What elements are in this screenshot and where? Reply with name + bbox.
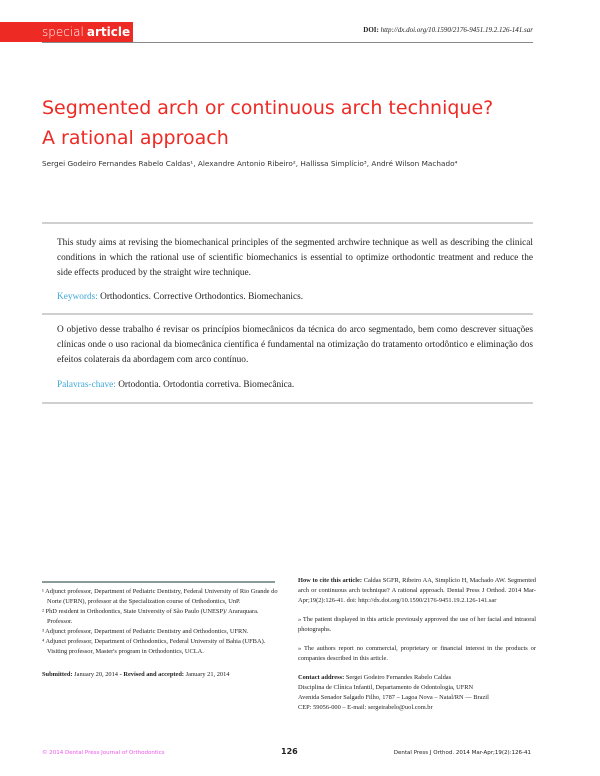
contact-line: Avenida Senador Salgado Filho, 1787 – Lagoa Nova – Natal/RN — Brazil: [298, 694, 489, 701]
title-line-2: A rational approach: [42, 127, 229, 149]
section-bold: article: [86, 25, 131, 39]
doi-label: DOI:: [363, 26, 379, 34]
submitted-label: Submitted:: [42, 671, 73, 678]
header-rule: [42, 42, 533, 43]
submitted-date: January 20, 2014: [74, 671, 118, 678]
abstract-bottom-rule: [42, 402, 533, 404]
palavras-label: Palavras-chave:: [57, 380, 116, 390]
keywords-text: Orthodontics. Corrective Orthodontics. Biomechanics.: [100, 292, 304, 302]
section-light: special: [42, 25, 84, 39]
footnote: ³ Adjunct professor, Department of Pediatric Dentistry and Orthodontics, UFRN.: [42, 628, 249, 635]
palavras-text: Ortodontia. Ortodontia corretiva. Biomecânica.: [118, 380, 295, 390]
palavras-chave: [57, 380, 294, 390]
footnote-rule: [42, 581, 275, 583]
keywords-label: Keywords:: [57, 292, 98, 302]
footnotes: [42, 587, 282, 657]
footnote: ² PhD resident in Orthodontics, State University of São Paulo (UNESP)/ Araraquara. Professor.: [42, 608, 259, 625]
revised-date: January 21, 2014: [185, 671, 230, 678]
doi-link[interactable]: http://dx.doi.org/10.1590/2176-9451.19.2.126-141.sar: [380, 26, 533, 34]
contact-line: Disciplina de Clínica Infantil, Departamento de Odontologia, UFRN: [298, 684, 474, 691]
abstract-mid-rule: [42, 313, 533, 315]
abstract-pt: O objetivo desse trabalho é revisar os princípios biomecânicos da técnica do arco segmentado, bem como descrever situações clínicas onde o uso racional da biomecânica científica é fundamental na otimização do tratamento ortodôntico e eliminação dos efeitos colaterais da abordagem com arco contínuo.: [57, 325, 533, 365]
keywords: [57, 292, 303, 302]
section-tag: [0, 22, 133, 42]
abstract-top-rule: [42, 222, 533, 224]
authors-note: » The authors report no commercial, proprietary or financial interest in the products or companies described in this article.: [298, 645, 536, 662]
article-title: [42, 93, 542, 153]
authors: Sergei Godeiro Fernandes Rabelo Caldas¹, Alexandre Antonio Ribeiro², Hallissa Simplício³, André Wilson Machado⁴: [42, 159, 458, 168]
contact-label: Contact address:: [298, 674, 345, 681]
contact-line: CEP: 59056-000 – E-mail: sergeirabelo@uol.com.br: [298, 704, 433, 711]
abstract-en: This study aims at revising the biomechanical principles of the segmented archwire technique as well as describing the clinical conditions in which the rational use of scientific biomechanics is essential to optimize orthodontic treatment and reduce the side effects produced by the straight wire technique.: [57, 238, 533, 278]
doi: [363, 26, 533, 34]
cite-label: How to cite this article:: [298, 577, 362, 584]
footer-copyright: © 2014 Dental Press Journal of Orthodontics: [42, 750, 165, 756]
right-column: [298, 576, 536, 722]
patient-note: » The patient displayed in this article previously approved the use of her facial and intraoral photographs.: [298, 616, 536, 633]
contact-name: Sergei Godeiro Fernandes Rabelo Caldas: [345, 674, 452, 681]
cite-text: Caldas SGFR, Ribeiro AA, Simplício H, Machado AW. Segmented arch or continuous arch technique? A rational approach. Dental Press J Orthod. 2014 Mar-Apr;19(2):126-41. doi: http://dx.doi.org/10.1590/2176-9451.19.2.126-141.sar: [298, 577, 536, 604]
submission-dates: [42, 671, 230, 678]
contact-block: [298, 673, 536, 713]
cite-block: [298, 576, 536, 606]
footnote: ¹ Adjunct professor, Department of Pediatric Dentistry, Federal University of Rio Grande do Norte (UFRN), professor at the Specialization course of Orthodontics, UnP.: [42, 588, 278, 605]
page-number: 126: [281, 747, 298, 756]
revised-label: - Revised and accepted:: [119, 671, 185, 678]
footnote: ⁴ Adjunct professor, Department of Orthodontics, Federal University of Bahia (UFBA). Visiting professor, Master's program in Orthodontics, UCLA.: [42, 638, 266, 655]
footer-citation: Dental Press J Orthod. 2014 Mar-Apr;19(2):126-41: [393, 750, 531, 756]
title-line-1: Segmented arch or continuous arch technique?: [42, 97, 494, 119]
